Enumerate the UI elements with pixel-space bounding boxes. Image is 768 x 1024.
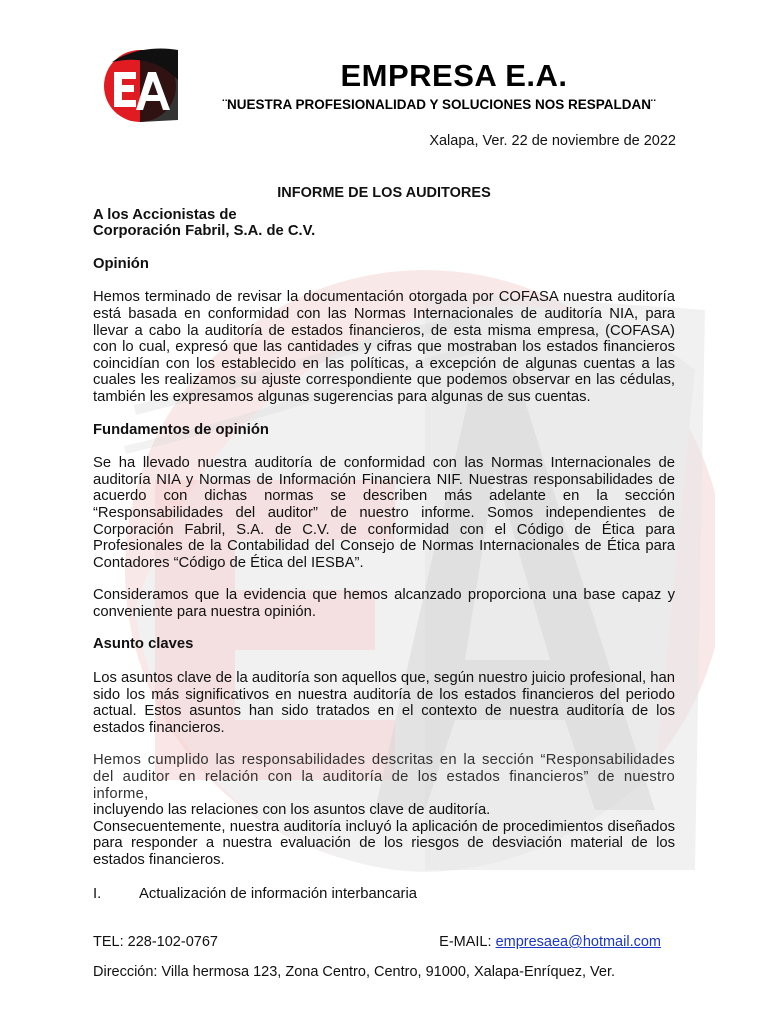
asunto-heading: Asunto claves xyxy=(93,636,194,653)
evidencia-paragraph: Consideramos que la evidencia que hemos alcanzado proporciona una base capaz y conveniente para nuestra opinión. xyxy=(93,587,675,620)
opinion-paragraph: Hemos terminado de revisar la documentación otorgada por COFASA nuestra auditoría está basada en conformidad con las Normas Internacionales de auditoría NIA, para llevar a cabo la auditoría de estados financieros, de esta misma empresa, (COFASA) con lo cual, expresó que las cantidades y cifras que mostraban los estados financieros coincidían con los establecido en las políticas, a excepción de algunas cuentas a las cuales les realizamos su ajuste correspondiente que podemos observar en las cédulas, también les expresamos algunas sugerencias para algunas de sus cuentas. xyxy=(93,289,675,405)
asunto-paragraph: Los asuntos clave de la auditoría son aquellos que, según nuestro juicio profesional, han sido los más significativos en nuestra auditoría de los estados financieros del periodo actual. Estos asuntos han sido tratados en el contexto de nuestra auditoría de los estados financieros. xyxy=(93,670,675,736)
addressee-line-2: Corporación Fabril, S.A. de C.V. xyxy=(93,223,316,240)
footer-address: Dirección: Villa hermosa 123, Zona Centro, Centro, 91000, Xalapa-Enríquez, Ver. xyxy=(93,964,616,980)
consecuentemente-paragraph: Consecuentemente, nuestra auditoría incluyó la aplicación de procedimientos diseñados para responder a nuestra evaluación de los riesgos de desviación material de los estados financieros. xyxy=(93,818,675,868)
cumplido-paragraph-a: Hemos cumplido las responsabilidades descritas en la sección “Responsabilidades del auditor en relación con la auditoría de los estados financieros” de nuestro informe, xyxy=(93,752,675,802)
list-item xyxy=(93,886,675,903)
company-name: EMPRESA E.A. xyxy=(340,58,568,93)
cumplido-paragraph-b: incluyendo las relaciones con los asuntos clave de auditoría. xyxy=(93,802,491,819)
footer-tel: TEL: 228-102-0767 xyxy=(93,934,218,950)
list-item-number: I. xyxy=(93,885,102,902)
letter-body xyxy=(93,185,675,902)
footer-contact xyxy=(93,934,676,950)
email-link[interactable]: empresaea@hotmail.com xyxy=(495,934,661,950)
date-line: Xalapa, Ver. 22 de noviembre de 2022 xyxy=(429,133,676,149)
report-title: INFORME DE LOS AUDITORES xyxy=(277,185,491,201)
company-slogan: ¨NUESTRA PROFESIONALIDAD Y SOLUCIONES NOS RESPALDAN¨ xyxy=(222,97,656,112)
fundamentos-paragraph: Se ha llevado nuestra auditoría de conformidad con las Normas Internacionales de auditoría NIA y Normas de Información Financiera NIF. Nuestras responsabilidades de acuerdo con dichas normas se describen más adelante en la sección “Responsabilidades del auditor” de nuestro informe. Somos independientes de Corporación Fabril, S.A. de C.V. de conformidad con el Código de Ética para Profesionales de la Contabilidad del Consejo de Normas Internacionales de Ética para Contadores “Código de Ética del IESBA”. xyxy=(93,455,675,571)
addressee-line-1: A los Accionistas de xyxy=(93,206,237,223)
company-logo xyxy=(100,44,180,124)
opinion-heading: Opinión xyxy=(93,255,149,272)
footer-email-label: E-MAIL: xyxy=(439,934,496,950)
list-item-text: Actualización de información interbancaria xyxy=(139,885,418,902)
footer-email-wrap xyxy=(439,934,661,950)
fundamentos-heading: Fundamentos de opinión xyxy=(93,421,269,438)
